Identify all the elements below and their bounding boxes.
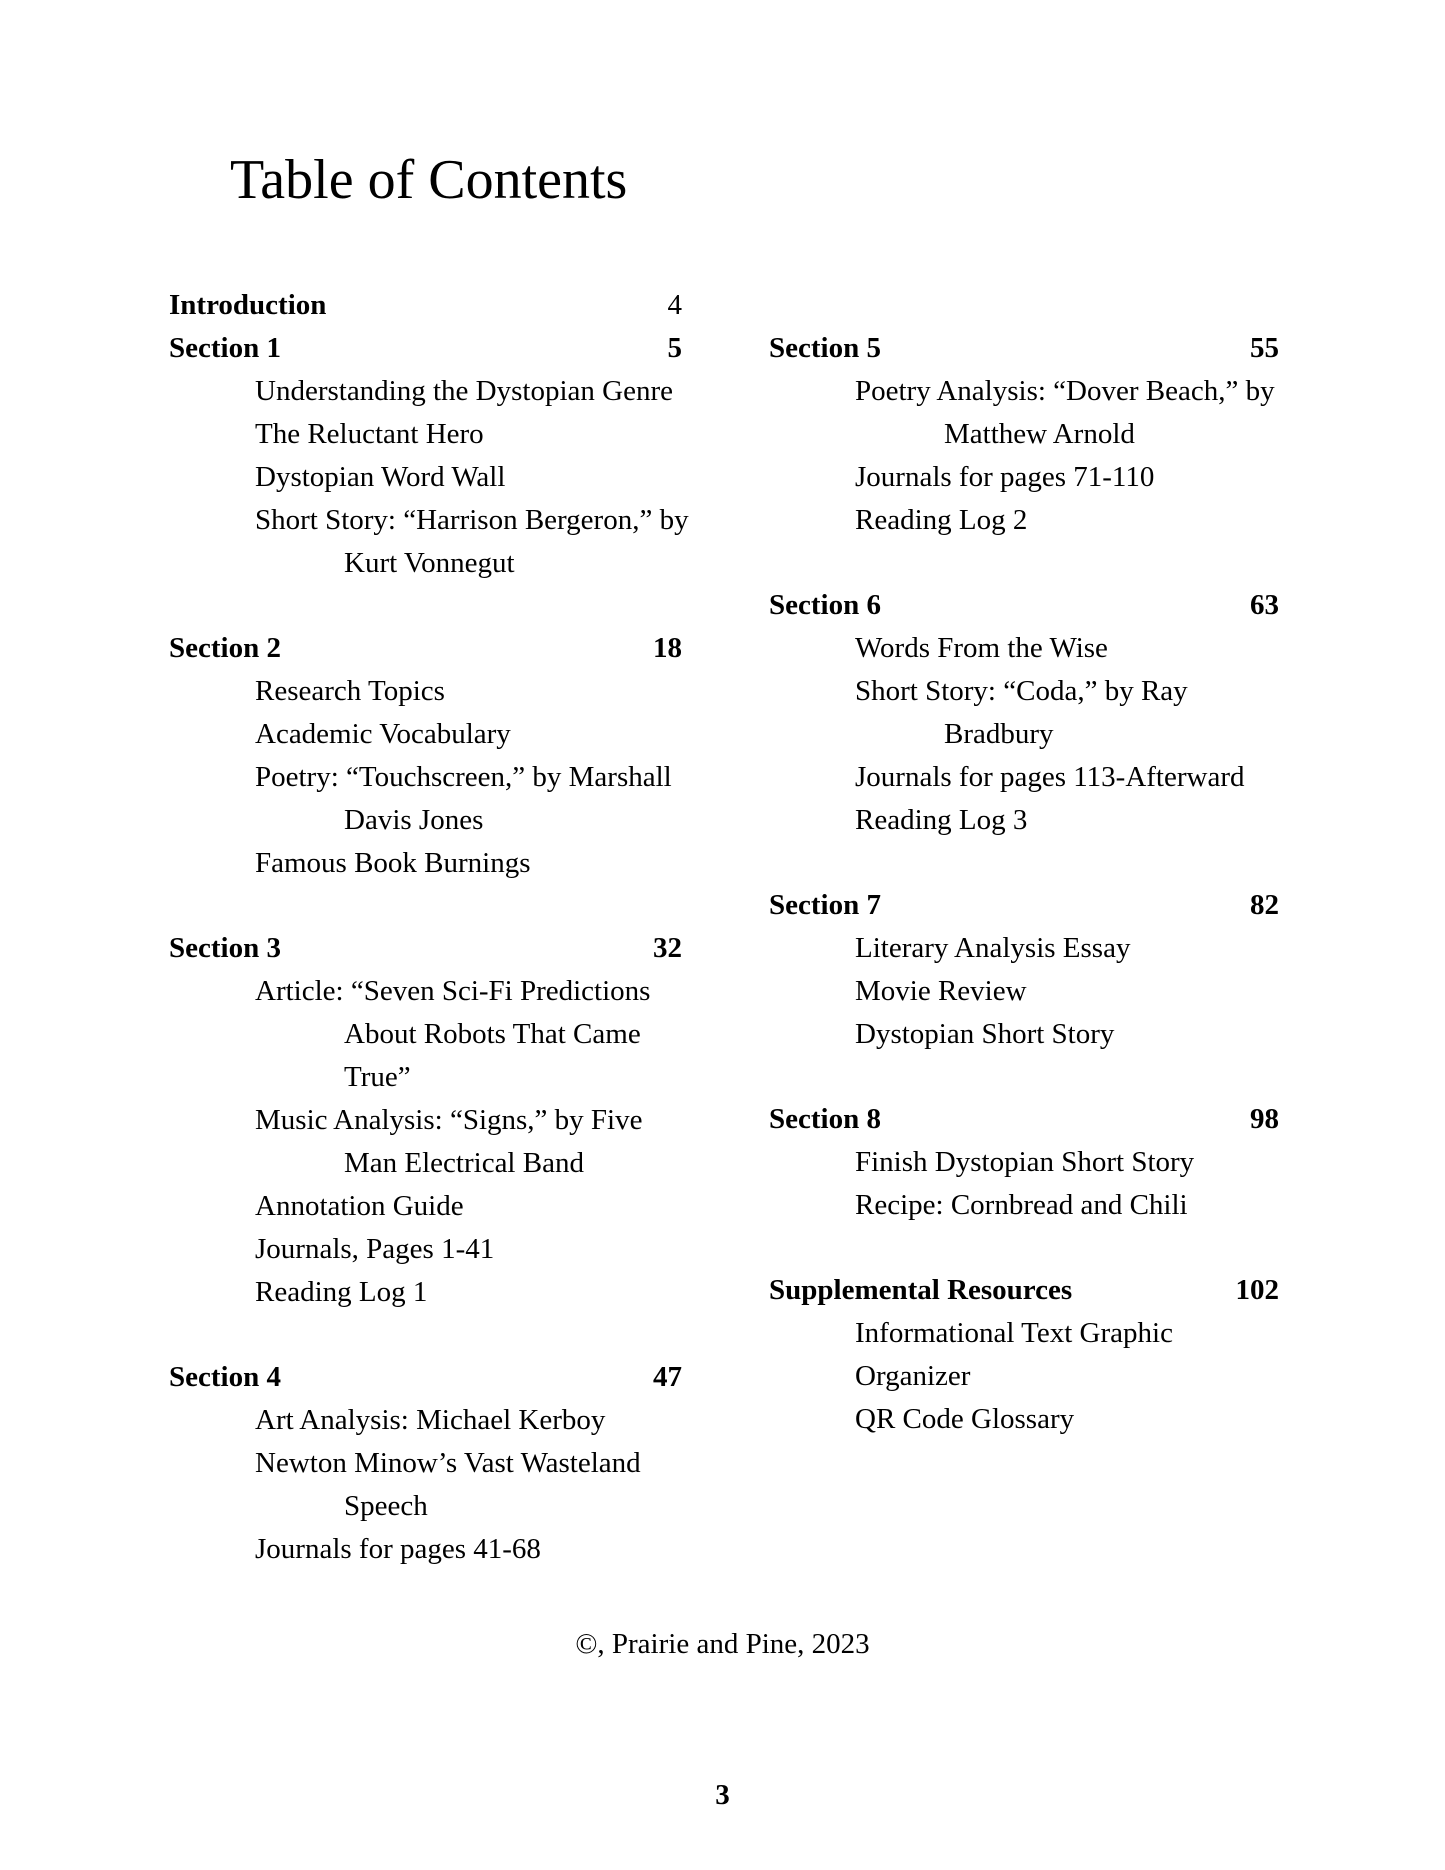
section-page-number: 98: [1250, 1103, 1279, 1135]
toc-section: [169, 627, 682, 885]
section-header: [769, 1269, 1279, 1312]
toc-entry: Famous Book Burnings: [255, 847, 531, 879]
toc-entry: Davis Jones: [344, 804, 484, 836]
toc-entry: Informational Text Graphic: [855, 1317, 1173, 1349]
toc-section: [769, 1098, 1279, 1227]
section-header: [769, 327, 1279, 370]
toc-entry: Reading Log 2: [855, 504, 1028, 536]
section-title: Section 7: [769, 889, 881, 921]
section-page-number: 47: [653, 1361, 682, 1393]
section-title: Section 4: [169, 1361, 281, 1393]
section-page-number: 4: [667, 289, 682, 321]
section-title: Section 6: [769, 589, 881, 621]
toc-entry: Short Story: “Harrison Bergeron,” by: [255, 504, 689, 536]
section-header: [169, 327, 682, 370]
toc-column-left: [169, 284, 689, 1571]
toc-section: [169, 927, 682, 1314]
section-page-number: 18: [653, 632, 682, 664]
copyright-line: ©, Prairie and Pine, 2023: [575, 1628, 870, 1660]
toc-section: [769, 1269, 1279, 1441]
toc-entry: Movie Review: [855, 975, 1027, 1007]
toc-entry: The Reluctant Hero: [255, 418, 484, 450]
toc-entry: Journals for pages 41-68: [255, 1533, 541, 1565]
toc-entry: Art Analysis: Michael Kerboy: [255, 1404, 606, 1436]
section-title: Section 1: [169, 332, 281, 364]
toc-section: [769, 884, 1279, 1056]
toc-entry: QR Code Glossary: [855, 1403, 1075, 1435]
toc-section: [169, 327, 689, 585]
page-title: Table of Contents: [230, 149, 628, 211]
section-page-number: 55: [1250, 332, 1279, 364]
toc-entry: Words From the Wise: [855, 632, 1108, 664]
section-title: Section 5: [769, 332, 881, 364]
section-title: Introduction: [169, 289, 327, 321]
toc-entry: Poetry: “Touchscreen,” by Marshall: [255, 761, 672, 793]
section-title: Supplemental Resources: [769, 1274, 1073, 1306]
toc-section: [769, 327, 1279, 542]
section-header: [769, 884, 1279, 927]
section-header: [769, 584, 1279, 627]
toc-entry: Academic Vocabulary: [255, 718, 511, 750]
toc-entry: Reading Log 1: [255, 1276, 428, 1308]
toc-entry: Reading Log 3: [855, 804, 1028, 836]
section-header: [169, 1356, 682, 1399]
section-title: Section 8: [769, 1103, 881, 1135]
section-header: [169, 284, 682, 327]
section-page-number: 102: [1235, 1274, 1279, 1306]
section-page-number: 63: [1250, 589, 1279, 621]
toc-entry: Organizer: [855, 1360, 971, 1392]
toc-entry: About Robots That Came: [344, 1018, 641, 1050]
toc-entry: Finish Dystopian Short Story: [855, 1146, 1195, 1178]
toc-entry: Dystopian Short Story: [855, 1018, 1115, 1050]
toc-entry: Short Story: “Coda,” by Ray: [855, 675, 1188, 707]
section-title: Section 2: [169, 632, 281, 664]
toc-entry: Newton Minow’s Vast Wasteland: [255, 1447, 641, 1479]
toc-entry: Man Electrical Band: [344, 1147, 584, 1179]
toc-entry: Journals for pages 71-110: [855, 461, 1155, 493]
section-header: [169, 627, 682, 670]
toc-entry: Understanding the Dystopian Genre: [255, 375, 673, 407]
section-header: [769, 1098, 1279, 1141]
toc-entry: Journals for pages 113-Afterward: [855, 761, 1245, 793]
toc-entry: Literary Analysis Essay: [855, 932, 1131, 964]
toc-entry: Dystopian Word Wall: [255, 461, 506, 493]
toc-entry: Speech: [344, 1490, 428, 1522]
section-page-number: 82: [1250, 889, 1279, 921]
toc-entry: True”: [344, 1061, 411, 1093]
toc-entry: Poetry Analysis: “Dover Beach,” by: [855, 375, 1275, 407]
section-page-number: 5: [667, 332, 682, 364]
toc-entry: Annotation Guide: [255, 1190, 464, 1222]
toc-entry: Recipe: Cornbread and Chili: [855, 1189, 1188, 1221]
toc-entry: Matthew Arnold: [944, 418, 1135, 450]
section-page-number: 32: [653, 932, 682, 964]
toc-entry: Research Topics: [255, 675, 445, 707]
toc-entry: Kurt Vonnegut: [344, 547, 515, 579]
toc-entry: Music Analysis: “Signs,” by Five: [255, 1104, 643, 1136]
toc-section: [169, 284, 682, 327]
toc-entry: Article: “Seven Sci-Fi Predictions: [255, 975, 651, 1007]
toc-section: [169, 1356, 682, 1571]
toc-column-right: [769, 327, 1279, 1441]
toc-entry: Bradbury: [944, 718, 1054, 750]
page-number: 3: [715, 1779, 730, 1811]
section-header: [169, 927, 682, 970]
toc-section: [769, 584, 1279, 842]
section-title: Section 3: [169, 932, 281, 964]
toc-entry: Journals, Pages 1-41: [255, 1233, 495, 1265]
